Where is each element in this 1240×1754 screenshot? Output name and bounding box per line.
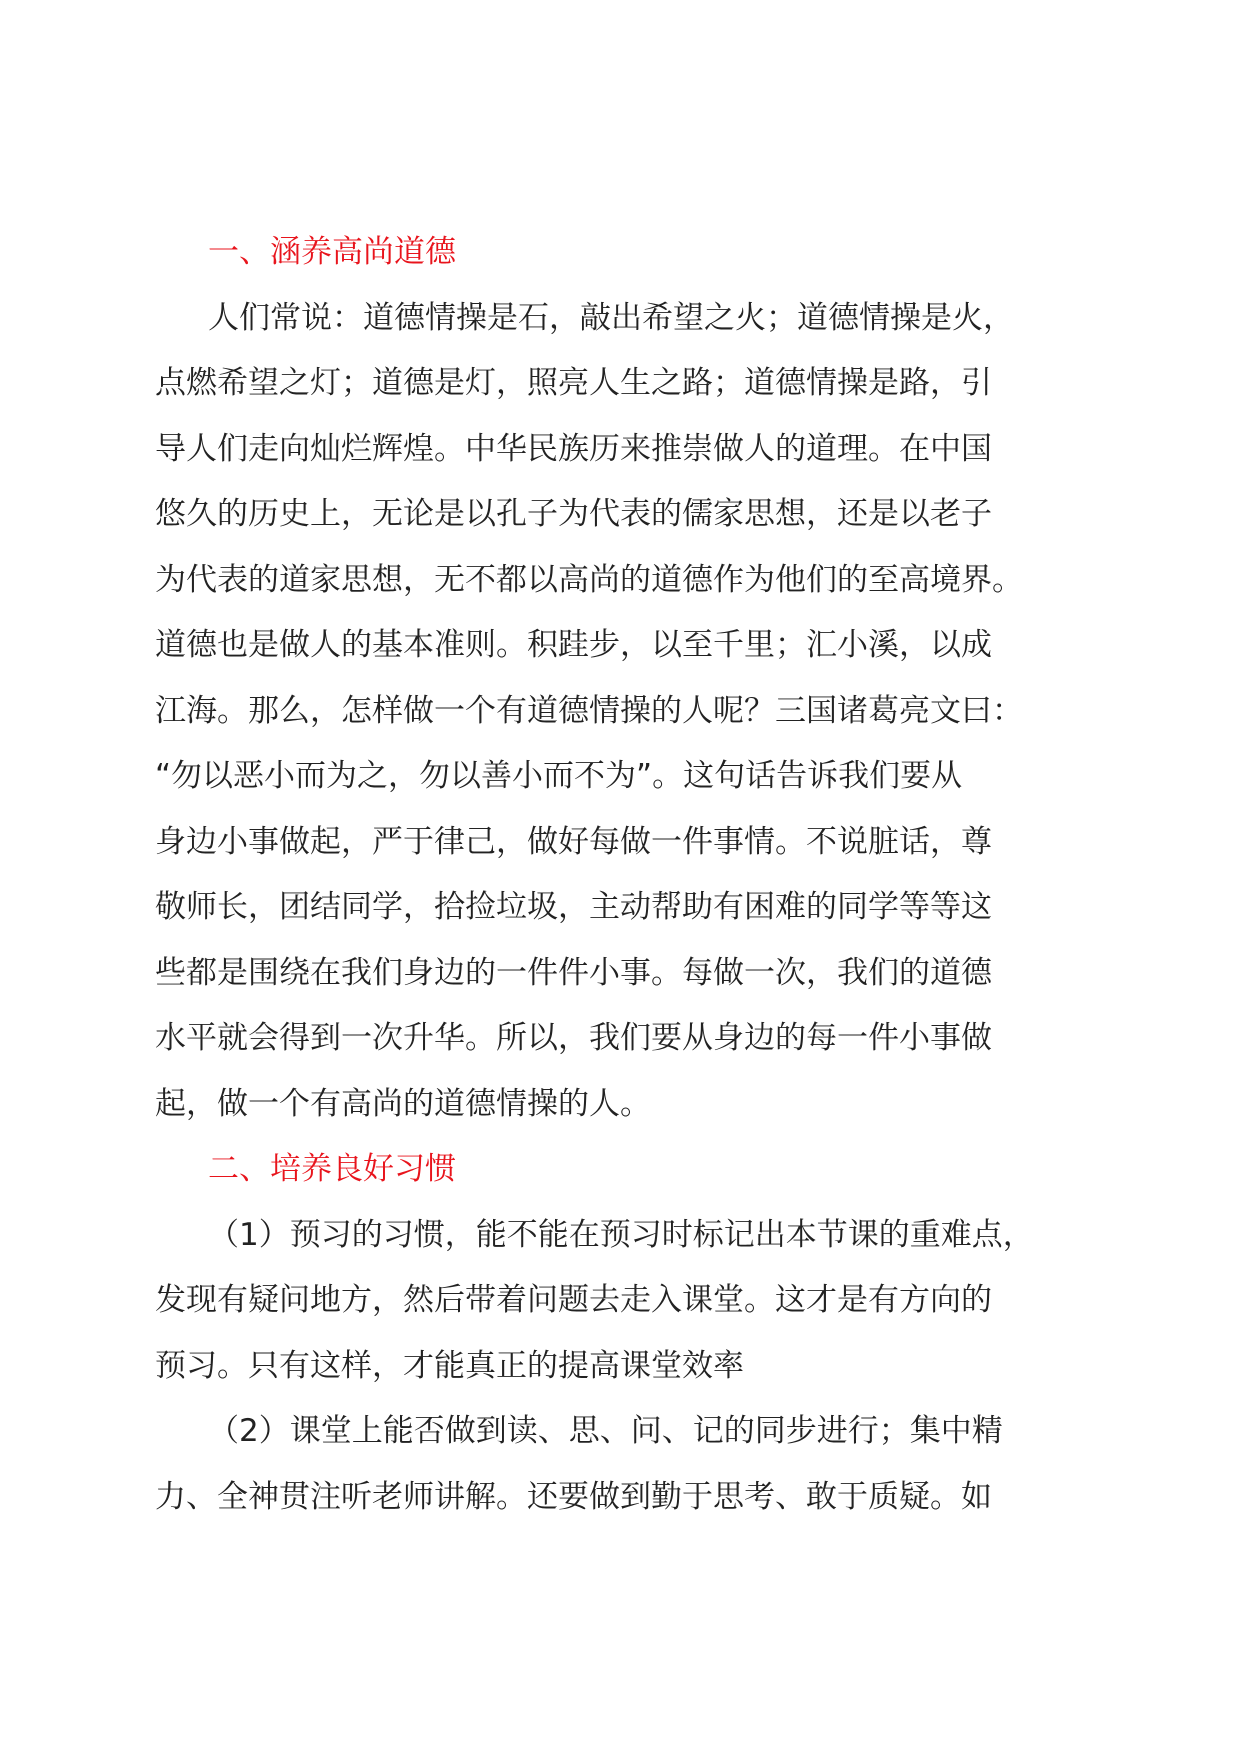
section-heading-1: 一、涵养高尚道德 bbox=[208, 234, 456, 270]
paragraph-line: （1）预习的习惯，能不能在预习时标记出本节课的重难点， bbox=[208, 1216, 1034, 1253]
paragraph-line: 悠久的历史上，无论是以孔子为代表的儒家思想，还是以老子 bbox=[155, 496, 992, 532]
paragraph-line: 发现有疑问地方，然后带着问题去走入课堂。这才是有方向的 bbox=[155, 1282, 992, 1318]
paragraph-moral bbox=[155, 286, 1090, 1138]
paragraph-line: 水平就会得到一次升华。所以，我们要从身边的每一件小事做 bbox=[155, 1020, 992, 1056]
paragraph-line: 敬师长，团结同学，拾捡垃圾，主动帮助有困难的同学等等这 bbox=[155, 889, 992, 925]
paragraph-line: 人们常说：道德情操是石，敲出希望之火；道德情操是火， bbox=[208, 299, 1014, 336]
paragraph-line: 力、全神贯注听老师讲解。还要做到勤于思考、敢于质疑。如 bbox=[155, 1478, 992, 1515]
section-heading-2: 二、培养良好习惯 bbox=[208, 1151, 456, 1187]
paragraph-line: “勿以恶小而为之，勿以善小而不为”。这句话告诉我们要从 bbox=[155, 758, 963, 794]
paragraph-line: 身边小事做起，严于律己，做好每做一件事情。不说脏话，尊 bbox=[155, 823, 992, 860]
paragraph-line: （2）课堂上能否做到读、思、问、记的同步进行；集中精 bbox=[208, 1413, 1003, 1449]
paragraph-line: 为代表的道家思想，无不都以高尚的道德作为他们的至高境界。 bbox=[155, 561, 1023, 598]
paragraph-class-habit bbox=[155, 1399, 1090, 1530]
paragraph-line: 导人们走向灿烂辉煌。中华民族历来推崇做人的道理。在中国 bbox=[155, 430, 992, 467]
paragraph-line: 点燃希望之灯；道德是灯，照亮人生之路；道德情操是路，引 bbox=[155, 365, 992, 401]
paragraph-line: 起，做一个有高尚的道德情操的人。 bbox=[155, 1085, 651, 1122]
paragraph-line: 些都是围绕在我们身边的一件件小事。每做一次，我们的道德 bbox=[155, 954, 992, 991]
document-page bbox=[155, 220, 1090, 1530]
paragraph-preview-habit bbox=[155, 1203, 1090, 1400]
paragraph-line: 道德也是做人的基本准则。积跬步，以至千里；汇小溪，以成 bbox=[155, 627, 992, 663]
paragraph-line: 江海。那么，怎样做一个有道德情操的人呢？三国诸葛亮文曰： bbox=[155, 692, 1023, 729]
paragraph-line: 预习。只有这样，才能真正的提高课堂效率 bbox=[155, 1347, 744, 1384]
